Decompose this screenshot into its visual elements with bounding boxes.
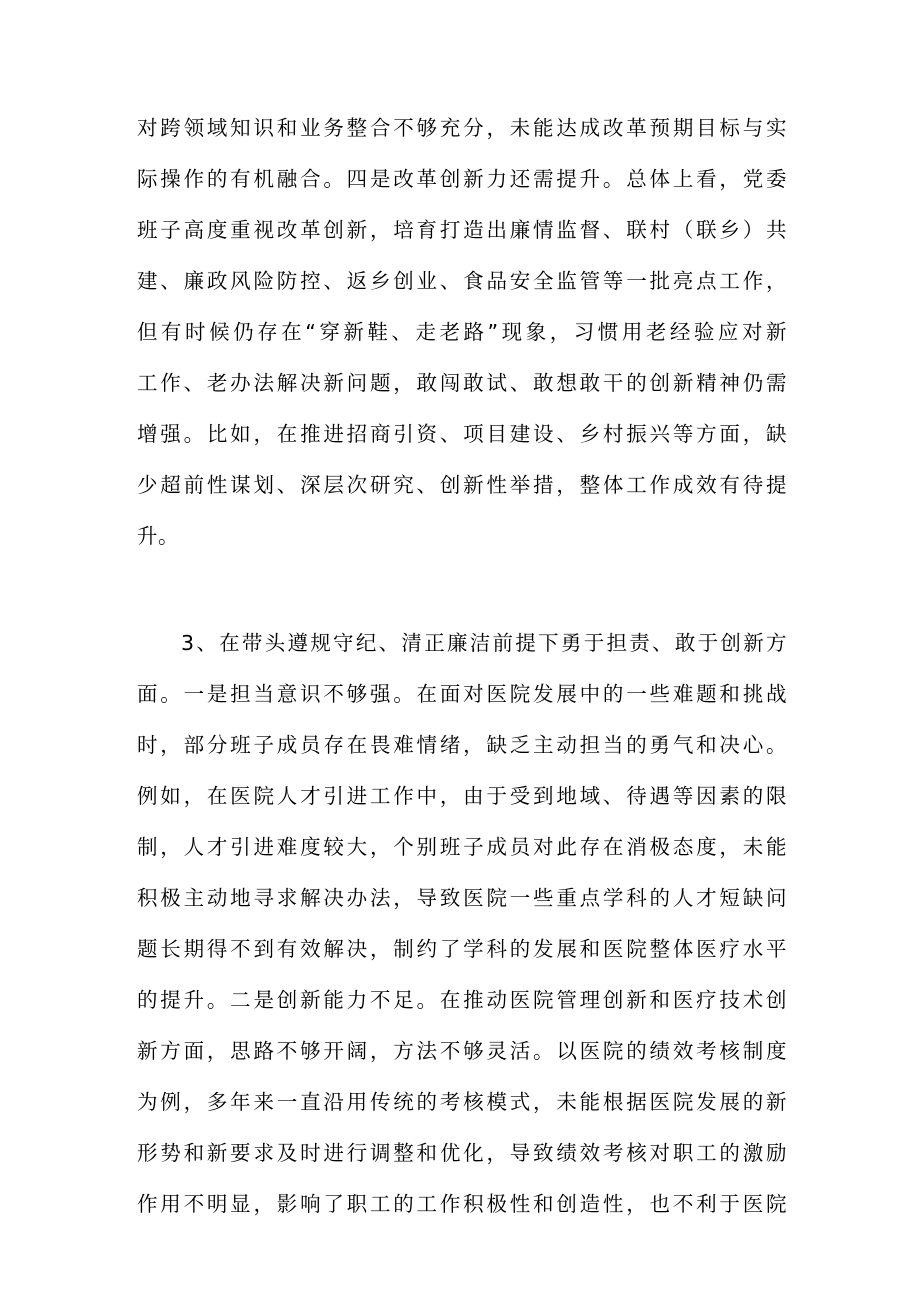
text-line: 制，人才引进难度较大，个别班子成员对此存在消极态度，未能 <box>137 835 787 859</box>
text-line: 班子高度重视改革创新，培育打造出廉情监督、联村（联乡）共 <box>137 218 787 242</box>
text-line: 少超前性谋划、深层次研究、创新性举措，整体工作成效有待提 <box>137 473 787 497</box>
text-line: 积极主动地寻求解决办法，导致医院一些重点学科的人才短缺问 <box>137 886 787 910</box>
text-line: 但有时候仍存在“穿新鞋、走老路”现象，习惯用老经验应对新 <box>137 320 787 344</box>
text-line: 增强。比如，在推进招商引资、项目建设、乡村振兴等方面，缺 <box>137 422 787 446</box>
text-line: 建、廉政风险防控、返乡创业、食品安全监管等一批亮点工作， <box>137 269 787 293</box>
text-line: 例如，在医院人才引进工作中，由于受到地域、待遇等因素的限 <box>137 784 787 808</box>
text-line: 的提升。二是创新能力不足。在推动医院管理创新和医疗技术创 <box>137 988 787 1012</box>
paragraph-reform-innovation <box>137 103 787 562</box>
text-line-heading: 3、在带头遵规守纪、清正廉洁前提下勇于担责、敢于创新方 <box>181 631 787 655</box>
text-line: 对跨领域知识和业务整合不够充分，未能达成改革预期目标与实 <box>137 116 787 140</box>
text-line: 题长期得不到有效解决，制约了学科的发展和医院整体医疗水平 <box>137 937 787 961</box>
text-line: 工作、老办法解决新问题，敢闯敢试、敢想敢干的创新精神仍需 <box>137 371 787 395</box>
text-line: 为例，多年来一直沿用传统的考核模式，未能根据医院发展的新 <box>137 1090 787 1114</box>
text-line: 新方面，思路不够开阔，方法不够灵活。以医院的绩效考核制度 <box>137 1039 787 1063</box>
text-line: 形势和新要求及时进行调整和优化，导致绩效考核对职工的激励 <box>137 1141 787 1165</box>
text-line: 面。一是担当意识不够强。在面对医院发展中的一些难题和挑战 <box>137 682 787 706</box>
paragraph-section-3 <box>137 618 787 1230</box>
text-line: 际操作的有机融合。四是改革创新力还需提升。总体上看，党委 <box>137 167 787 191</box>
text-line: 升。 <box>137 524 179 548</box>
text-line: 时，部分班子成员存在畏难情绪，缺乏主动担当的勇气和决心。 <box>137 733 787 757</box>
text-line: 作用不明显，影响了职工的工作积极性和创造性，也不利于医院 <box>137 1192 787 1216</box>
